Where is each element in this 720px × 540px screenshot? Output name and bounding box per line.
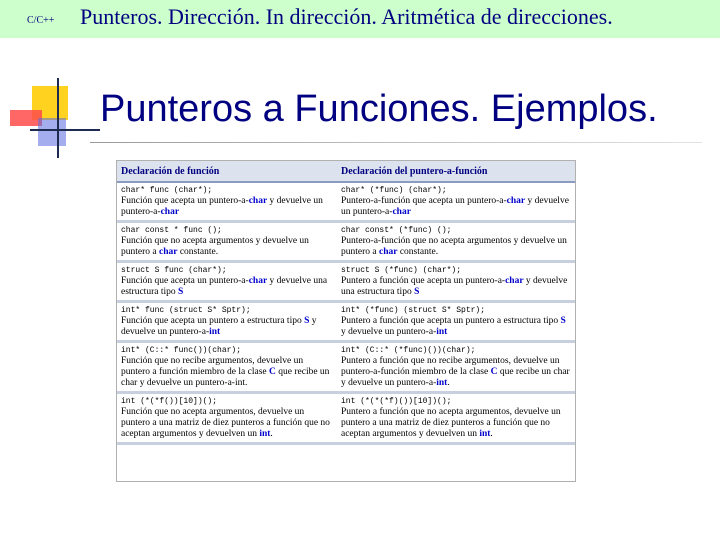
declaration-description [341,196,571,218]
description-text: y devuelve un puntero-a- [341,196,569,217]
highlighted-type: S [560,316,566,326]
table-row [117,262,575,302]
declarations-table [116,160,576,482]
description-text: Función que acepta un puntero a estructura tipo [121,316,305,326]
description-text: Función que no acepta argumentos y devuelve un puntero a [121,236,309,257]
declaration-description [121,356,333,389]
code-declaration: struct S func (char*); [121,266,227,275]
table-cell [117,262,337,302]
highlighted-type: C [490,367,498,377]
title-underline [90,142,702,143]
declaration-description [121,196,333,218]
highlighted-type: char [248,196,268,206]
declaration-description [341,316,571,338]
highlighted-type: S [304,316,310,326]
description-text: y devuelve un puntero-a- [121,316,317,337]
description-text: que recibe un char y devuelve un puntero-a-int. [121,367,330,388]
description-text: Función que no recibe argumentos, devuelve un puntero a función miembro de la clase [121,356,304,377]
description-text: Puntero a función que acepta un puntero-a- [341,276,506,286]
description-text: Puntero a función que acepta un puntero a estructura tipo [341,316,561,326]
description-text: . [490,429,493,439]
highlighted-type: C [269,367,276,377]
table-header-row [117,161,575,182]
description-text: y devuelve un puntero-a- [341,327,437,337]
table-row [117,302,575,342]
code-declaration: char const* (*func) (); [341,226,452,235]
highlighted-type: int [479,429,491,439]
highlighted-type: char [248,276,268,286]
table-cell [337,222,575,262]
declaration-description [341,236,571,258]
column-header: Declaración del puntero-a-función [337,161,575,182]
description-text: que recibe un char y devuelve un puntero-a- [341,367,570,388]
description-text: Puntero a función que no acepta argumentos, devuelve un puntero a una matriz de diez punteros a función que no aceptan argumentos y devuelven un [341,407,561,439]
highlighted-type: char [392,207,411,217]
description-text: y devuelve una estructura tipo [341,276,568,297]
table-cell [117,302,337,342]
highlighted-type: S [177,287,184,297]
highlighted-type: char [159,247,178,257]
code-declaration: int* (C::* func())(char); [121,346,242,355]
code-declaration: char* (*func) (char*); [341,186,447,195]
declaration-description [121,316,333,338]
table-cell [117,342,337,393]
description-text: . [447,378,450,388]
table-cell [337,302,575,342]
declaration-description [341,356,571,389]
table-row [117,393,575,444]
description-text: y devuelve una estructura tipo [121,276,328,297]
declaration-description [341,407,571,440]
description-text: constante. [397,247,439,257]
description-text: y devuelve un puntero-a- [121,196,323,217]
highlighted-type: char [505,276,524,286]
table-cell [337,182,575,222]
language-label: C/C++ [27,15,55,26]
code-declaration: int (*(*f())[10])(); [121,397,218,406]
description-text: Puntero-a-función que acepta un puntero-a- [341,196,507,206]
header-bar [0,0,720,38]
table-cell [117,222,337,262]
highlighted-type: int [209,327,221,337]
table-cell [337,262,575,302]
description-text: Función que no acepta argumentos, devuelve un puntero a una matriz de diez punteros a función que no aceptan argumentos y devuelven un [121,407,330,439]
highlighted-type: int [436,378,448,388]
table-cell [117,182,337,222]
code-declaration: int (*(*(*f)())[10])(); [341,397,452,406]
declaration-description [121,276,333,298]
code-declaration: char* func (char*); [121,186,213,195]
slide-title: Punteros a Funciones. Ejemplos. [100,88,658,130]
code-declaration: char const * func (); [121,226,222,235]
code-declaration: int* (*func) (struct S* Sptr); [341,306,486,315]
description-text: Puntero-a-función que no acepta argumentos y devuelve un puntero a [341,236,567,257]
description-text: Función que acepta un puntero-a- [121,196,249,206]
table-row [117,182,575,222]
declaration-description [121,407,333,440]
declaration-description [121,236,333,258]
highlighted-type: S [414,287,420,297]
table-row [117,342,575,393]
highlighted-type: char [506,196,526,206]
column-header: Declaración de función [117,161,337,182]
highlighted-type: int [259,429,271,439]
section-title: Punteros. Dirección. In dirección. Aritmética de direcciones. [80,4,613,29]
description-text: constante. [177,247,219,257]
table-row [117,222,575,262]
table-cell [117,393,337,444]
code-declaration: int* func (struct S* Sptr); [121,306,251,315]
description-text: . [270,429,273,439]
code-declaration: int* (C::* (*func)())(char); [341,346,476,355]
highlighted-type: char [160,207,180,217]
declaration-description [341,276,571,298]
decorative-squares-graphic [0,70,100,165]
description-text: Función que acepta un puntero-a- [121,276,249,286]
table-cell [337,342,575,393]
code-declaration: struct S (*func) (char*); [341,266,462,275]
highlighted-type: int [436,327,448,337]
description-text: Puntero a función que no recibe argumentos, devuelve un puntero-a-función miembro de la clase [341,356,560,377]
highlighted-type: char [379,247,398,257]
table-cell [337,393,575,444]
